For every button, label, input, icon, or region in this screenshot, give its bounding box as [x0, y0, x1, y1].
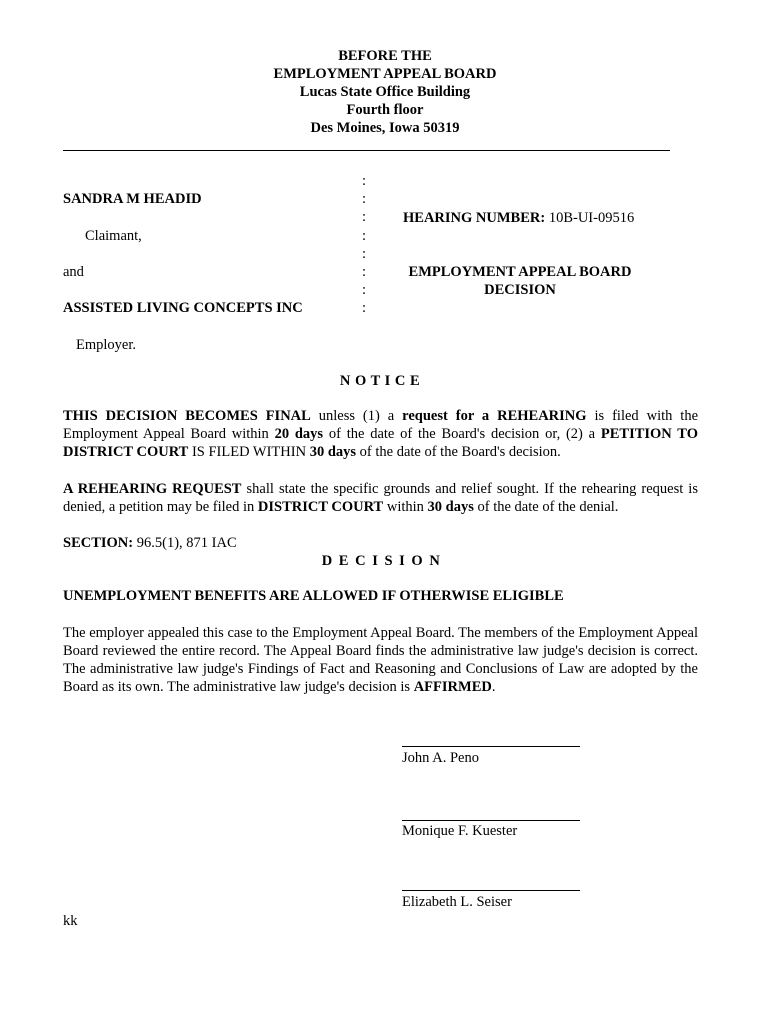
decision-body	[63, 624, 698, 696]
notice-p1-bold-3: 20 days	[274, 426, 324, 442]
hearing-number-value: 10B-UI-09516	[548, 210, 635, 226]
signature-name-1: John A. Peno	[402, 750, 479, 766]
notice-p1-text-1: unless (1) a	[310, 408, 403, 424]
notice-p2-text-1: shall state the specific grounds and relief sought. If the rehearing request is denied, a petition may be filed in	[63, 481, 698, 515]
caption-colon-column: : : : : : : : :	[362, 173, 367, 317]
notice-p2-text-3: of the date of the denial.	[473, 499, 619, 515]
notice-p1-text-3: of the date of the Board's decision or, (2) a	[323, 426, 601, 442]
hearing-number-label: HEARING NUMBER:	[403, 210, 546, 226]
notice-p2-bold-1: A REHEARING REQUEST	[63, 481, 242, 497]
claimant-role: Claimant,	[85, 228, 142, 244]
decision-ruling: UNEMPLOYMENT BENEFITS ARE ALLOWED IF OTHERWISE ELIGIBLE	[63, 588, 564, 604]
signature-name-3: Elizabeth L. Seiser	[402, 894, 512, 910]
notice-p1-bold-4: PETITION TO DISTRICT COURT	[63, 426, 698, 460]
employer-name: ASSISTED LIVING CONCEPTS INC	[63, 300, 303, 316]
notice-p1-bold-1: THIS DECISION BECOMES FINAL	[63, 408, 311, 424]
typist-initials: kk	[63, 913, 78, 929]
notice-heading: N O T I C E	[339, 373, 421, 389]
decision-body-text: The employer appealed this case to the Employment Appeal Board. The members of the Employment Appeal Board reviewed the entire record. The Appeal Board finds the administrative law judge's decision is correct. The administrative law judge's Findings of Fact and Reasoning and Conclusions of Law are adopted by the Board as its own. The administrative law judge's decision is	[63, 625, 698, 695]
and-text: and	[63, 264, 84, 280]
notice-p2-text-2: within	[383, 499, 428, 515]
notice-p1-text-2: is filed with the Employment Appeal Board within	[63, 408, 699, 442]
header-line-1: BEFORE THE	[338, 48, 432, 64]
notice-paragraph-1	[63, 407, 698, 461]
header-line-4: Fourth floor	[346, 102, 424, 118]
notice-p1-text-5: of the date of the Board's decision.	[356, 444, 561, 460]
decision-heading: D E C I S I O N	[321, 553, 442, 569]
signature-line-3	[402, 890, 580, 891]
notice-p2-bold-2: DISTRICT COURT	[257, 499, 384, 515]
section-label: SECTION:	[63, 535, 134, 551]
decision-affirmed: AFFIRMED	[413, 679, 492, 695]
agency-header	[0, 47, 770, 137]
header-line-3: Lucas State Office Building	[299, 84, 471, 100]
hearing-number	[403, 209, 634, 227]
decision-title-line-2: DECISION	[484, 282, 556, 298]
decision-body-end: .	[491, 679, 496, 695]
header-line-2: EMPLOYMENT APPEAL BOARD	[273, 66, 497, 82]
notice-p2-bold-3: 30 days	[427, 499, 474, 515]
section-reference	[63, 534, 237, 552]
signature-line-2	[402, 820, 580, 821]
notice-paragraph-2	[63, 480, 698, 516]
employer-role: Employer.	[76, 337, 137, 353]
header-divider	[63, 150, 670, 151]
claimant-name: SANDRA M HEADID	[63, 191, 202, 207]
decision-title	[402, 263, 638, 299]
decision-title-line-1: EMPLOYMENT APPEAL BOARD	[408, 264, 632, 280]
notice-p1-text-4: IS FILED WITHIN	[188, 444, 310, 460]
notice-p1-bold-2: request for a REHEARING	[402, 408, 587, 424]
signature-line-1	[402, 746, 580, 747]
section-value: 96.5(1), 871 IAC	[133, 535, 237, 551]
notice-p1-bold-5: 30 days	[309, 444, 357, 460]
signature-name-2: Monique F. Kuester	[402, 823, 518, 839]
header-line-5: Des Moines, Iowa 50319	[310, 120, 460, 136]
